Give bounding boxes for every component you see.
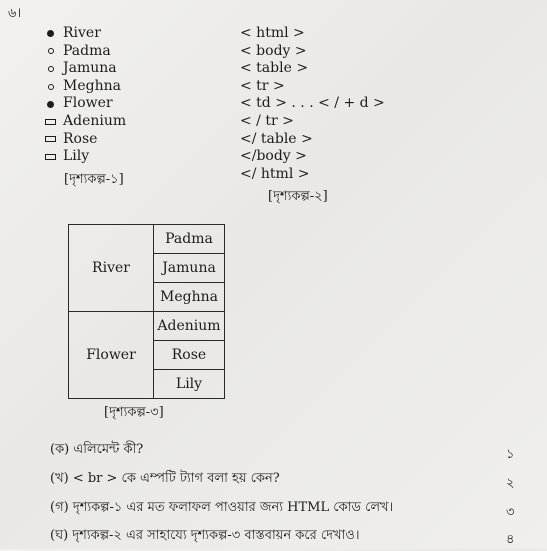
list-item: [44, 60, 126, 78]
question-marks: ৩: [506, 505, 515, 520]
question-text: < br > কে এম্পটি ট্যাগ বলা হয় কেন?: [72, 471, 280, 486]
code-line: < body >: [240, 42, 307, 59]
table-cell: Meghna: [154, 283, 225, 312]
code-line: < table >: [240, 60, 309, 77]
code-line: </body >: [240, 148, 307, 165]
scenario-3-table: [68, 224, 225, 399]
list-item-text: Rose: [63, 130, 98, 147]
bullet-disc-icon: [44, 30, 57, 37]
list-item: [44, 43, 126, 61]
list-item-text: Padma: [63, 42, 111, 59]
scenario-2-code: [240, 25, 385, 183]
bullet-circle-icon: [44, 84, 57, 90]
question-ka: [50, 440, 143, 461]
code-line: < html >: [240, 25, 305, 41]
question-gha: [50, 526, 360, 547]
question-text: দৃশ্যকল্প-২ এর সাহায্যে দৃশ্যকল্প-৩ বাস্তবায়ন করে দেখাও।: [72, 528, 360, 543]
code-line: </ table >: [240, 130, 313, 147]
table-cell: Lily: [154, 370, 225, 399]
scenario-1-caption: [দৃশ্যকল্প-১]: [64, 172, 124, 187]
question-marks: ১: [506, 447, 515, 462]
code-line: < / tr >: [240, 112, 294, 129]
question-number: ৬।: [8, 6, 22, 21]
code-line: < td > . . . < / + d >: [240, 95, 385, 112]
list-item: [44, 25, 126, 43]
question-label: (গ): [50, 500, 69, 515]
list-item: [44, 148, 126, 166]
scenario-2-caption: [দৃশ্যকল্প-২]: [268, 189, 328, 204]
question-marks: ৪: [506, 532, 515, 547]
list-item-text: River: [63, 25, 101, 41]
table-cell: Padma: [154, 225, 225, 254]
table-cell: Adenium: [154, 312, 225, 341]
list-item: [44, 95, 126, 113]
bullet-square-icon: [44, 119, 57, 125]
code-line: < tr >: [240, 77, 285, 94]
list-item: [44, 131, 126, 149]
bullet-circle-icon: [44, 66, 57, 72]
question-label: (ক): [50, 442, 70, 457]
table-group-cell: Flower: [69, 312, 154, 399]
question-kha: [50, 469, 280, 490]
list-item: [44, 78, 126, 96]
question-label: (খ): [50, 471, 69, 486]
list-item-text: Meghna: [63, 77, 121, 94]
list-item-text: Lily: [63, 148, 90, 165]
list-item-text: Adenium: [63, 112, 127, 129]
bullet-circle-icon: [44, 48, 57, 54]
list-item-text: Flower: [63, 95, 113, 112]
table-cell: Rose: [154, 341, 225, 370]
bullet-square-icon: [44, 154, 57, 160]
table-row: [69, 225, 225, 254]
code-line: </ html >: [240, 165, 310, 182]
table-group-cell: River: [69, 225, 154, 312]
scenario-3-caption: [দৃশ্যকল্প-৩]: [104, 405, 164, 420]
table-cell: Jamuna: [154, 254, 225, 283]
list-item-text: Jamuna: [63, 60, 117, 77]
table-row: [69, 312, 225, 341]
list-item: [44, 113, 126, 131]
question-ga: [50, 498, 393, 519]
question-text: এলিমেন্ট কী?: [73, 442, 144, 457]
question-label: (ঘ): [50, 528, 69, 543]
question-marks: ২: [506, 476, 515, 491]
question-text: দৃশ্যকল্প-১ এর মত ফলাফল পাওয়ার জন্য HTML কোড লেখ।: [72, 500, 394, 515]
bullet-disc-icon: [44, 101, 57, 108]
bullet-square-icon: [44, 136, 57, 142]
scenario-1-list: [44, 25, 126, 166]
